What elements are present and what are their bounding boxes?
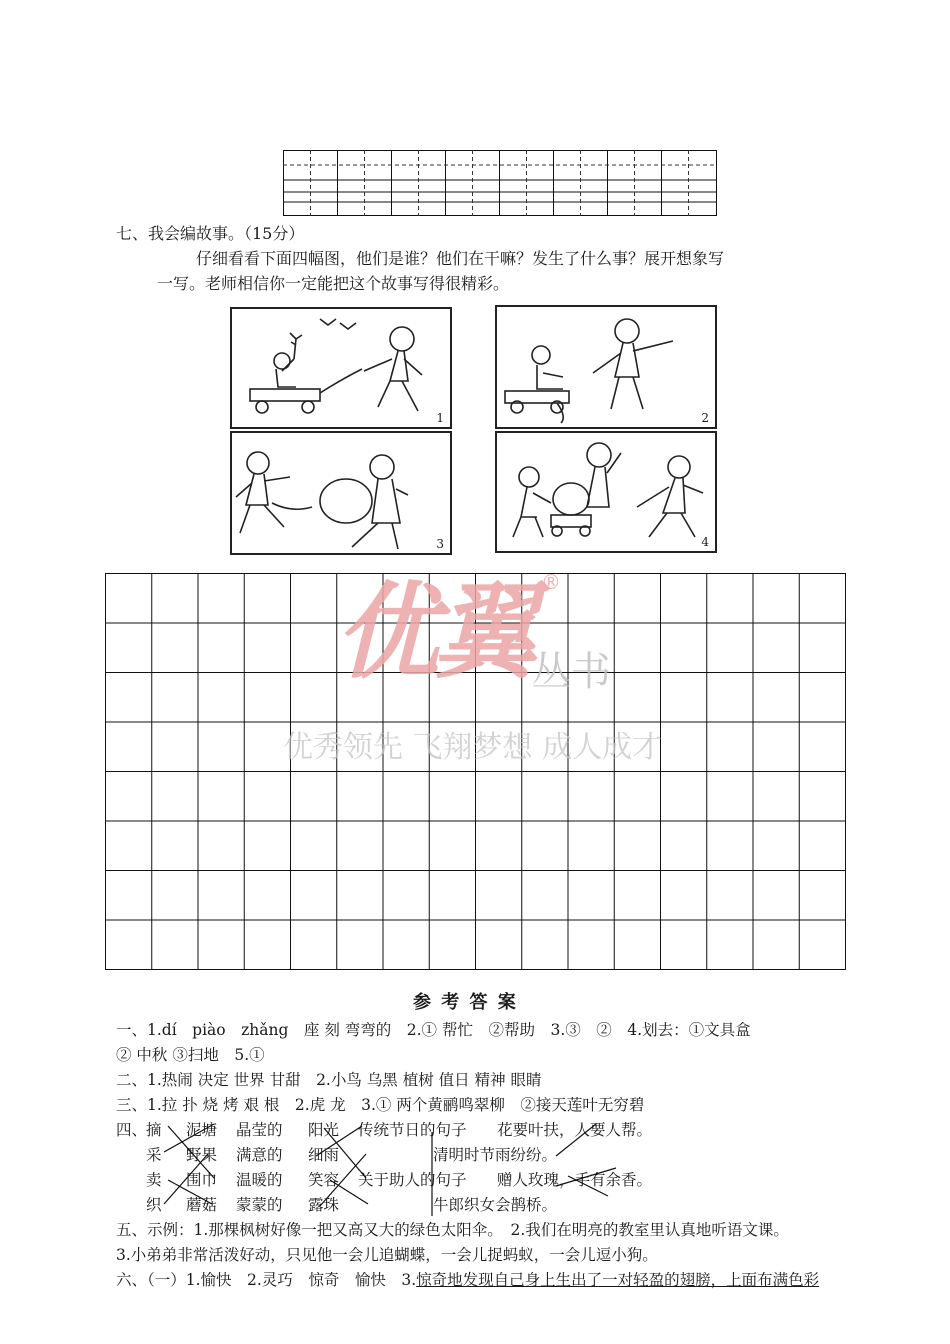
answers-line-2: ② 中秋 ③扫地 5.① bbox=[116, 1046, 265, 1064]
answers-line-7-prefix: 六、（一）1.愉快 2.灵巧 惊奇 愉快 3. bbox=[116, 1271, 417, 1289]
answers-line-7 bbox=[116, 1270, 819, 1290]
watermark-registered: ® bbox=[541, 570, 561, 594]
top-writing-grid bbox=[283, 150, 717, 216]
section7-instruction-2: 一写。老师相信你一定能把这个故事写得很精彩。 bbox=[157, 274, 510, 293]
match-col6-0: 花要叶扶，人要人帮。 bbox=[497, 1121, 653, 1139]
panel-4-number: 4 bbox=[701, 535, 709, 549]
answers-line-5: 五、示例：1.那棵枫树好像一把又高又大的绿色太阳伞。 2.我们在明亮的教室里认真地听语文课。 bbox=[116, 1221, 789, 1239]
match-col6-2: 赠人玫瑰，手有余香。 bbox=[497, 1171, 653, 1189]
watermark-suffix: 丛书 bbox=[531, 649, 611, 695]
answers-line-4: 三、1.拉 扑 烧 烤 艰 根 2.虎 龙 3.① 两个黄鹂鸣翠柳 ②接天莲叶无穷碧 bbox=[116, 1096, 645, 1114]
match-col4-1: 细雨 bbox=[308, 1146, 340, 1164]
watermark-slogan: 优秀领先 飞翔梦想 成人成才 bbox=[283, 730, 663, 765]
story-panel-1 bbox=[230, 307, 452, 429]
story-panel-4 bbox=[495, 431, 717, 553]
match-col3-1: 满意的 bbox=[236, 1146, 283, 1164]
match-col1-0: 摘 bbox=[146, 1121, 162, 1139]
answers-match-block bbox=[116, 1120, 856, 1220]
match-col2-0: 泥塘 bbox=[186, 1121, 218, 1139]
match-connector-lines bbox=[116, 1120, 856, 1220]
match-col2-1: 野果 bbox=[186, 1146, 218, 1164]
match-col3-2: 温暖的 bbox=[236, 1171, 283, 1189]
watermark-brand: 优翼 bbox=[335, 571, 532, 693]
panel-1-number: 1 bbox=[436, 411, 444, 425]
story-panel-3 bbox=[230, 431, 452, 555]
match-col1-3: 织 bbox=[146, 1196, 162, 1214]
match-col4-3: 露珠 bbox=[308, 1196, 340, 1214]
panel-2-number: 2 bbox=[701, 411, 709, 425]
answers-title: 参 考 答 案 bbox=[413, 992, 518, 1013]
answers-line-6: 3.小弟弟非常活泼好动，只见他一会儿追蝴蝶，一会儿捉蚂蚁，一会儿逗小狗。 bbox=[116, 1246, 658, 1264]
match-col4-0: 阳光 bbox=[308, 1121, 340, 1139]
match-col2-3: 蘑菇 bbox=[186, 1196, 218, 1214]
match-col6-1: 清明时节雨纷纷。 bbox=[433, 1146, 558, 1164]
panel-4-illustration bbox=[497, 433, 715, 551]
match-col5-0: 传统节日的句子 bbox=[358, 1121, 467, 1139]
top-grid-lines bbox=[283, 150, 717, 216]
match-col2-2: 围巾 bbox=[186, 1171, 218, 1189]
answers-line-1: 一、1.dí piào zhǎng 座 刻 弯弯的 2.① 帮忙 ②帮助 3.③ ② 4.划去：①文具盒 bbox=[116, 1021, 751, 1039]
match-col5-2: 关于助人的句子 bbox=[358, 1171, 467, 1189]
composition-writing-grid[interactable] bbox=[105, 573, 846, 970]
section7-instruction-1: 仔细看看下面四幅图，他们是谁？他们在干嘛？发生了什么事？展开想象写 bbox=[196, 249, 725, 268]
composition-grid-lines bbox=[105, 573, 846, 970]
match-col1-1: 采 bbox=[146, 1146, 162, 1164]
story-panel-2 bbox=[495, 305, 717, 429]
panel-2-illustration bbox=[497, 307, 715, 427]
section7-title: 七、我会编故事。（15分） bbox=[116, 224, 305, 243]
answers-line-7-underlined: 惊奇地发现自己身上生出了一对轻盈的翅膀，上面布满色彩 bbox=[416, 1271, 820, 1289]
match-col3-0: 晶莹的 bbox=[236, 1121, 283, 1139]
panel-1-illustration bbox=[232, 309, 450, 427]
match-col4-2: 笑容 bbox=[308, 1171, 340, 1189]
answers-line-3: 二、1.热闹 决定 世界 甘甜 2.小鸟 乌黑 植树 值日 精神 眼睛 bbox=[116, 1071, 542, 1089]
match-col1-2: 卖 bbox=[146, 1171, 162, 1189]
match-prefix: 四、 bbox=[116, 1121, 148, 1139]
match-col3-3: 蒙蒙的 bbox=[236, 1196, 283, 1214]
panel-3-illustration bbox=[232, 433, 450, 553]
panel-3-number: 3 bbox=[436, 537, 444, 551]
match-col6-3: 牛郎织女会鹊桥。 bbox=[433, 1196, 558, 1214]
